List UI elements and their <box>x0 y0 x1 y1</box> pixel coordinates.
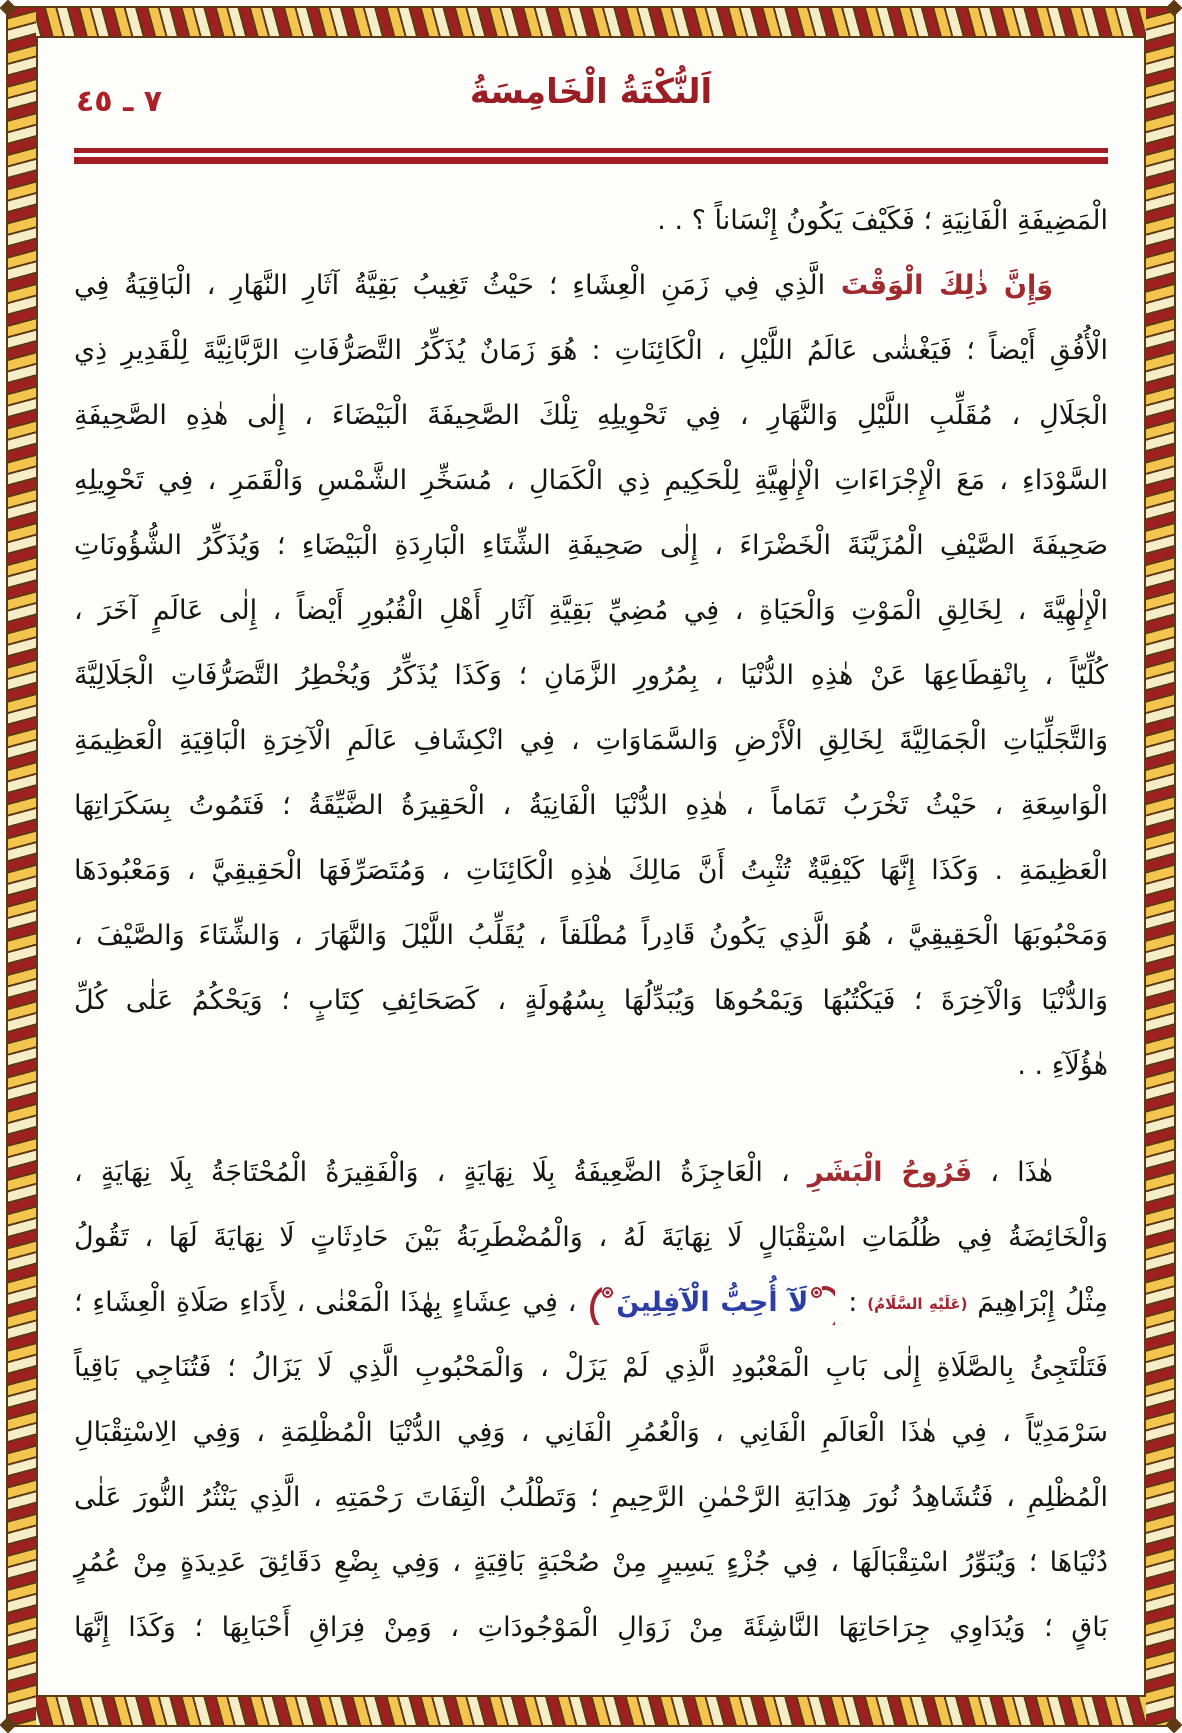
text-line <box>74 1465 1108 1530</box>
corner-finial-icon <box>0 1717 16 1733</box>
paragraph <box>74 253 1108 1098</box>
text-line <box>74 708 1108 773</box>
text-segment: الْجَلَالِ ، مُقَلِّبِ اللَّيْلِ وَالنَّهَارِ ، فِي تَحْوِيلِهِ تِلْكَ الصَّحِيفَةَ الْبَيْضَاءَ ، إِلٰى هٰذِهِ الصَّحِيفَةِ <box>74 400 1108 431</box>
body-text <box>74 188 1108 1660</box>
page-number: ٧ ـ ٤٥ <box>76 84 163 119</box>
text-line <box>74 318 1108 383</box>
text-segment: وَمَحْبُوبَهَا الْحَقِيقِيَّ ، هُوَ الَّذِي يَكُونُ قَادِراً مُطْلَقاً ، يُقَلِّبُ اللَّيْلَ وَالنَّهَارَ ، وَالشِّتَاءَ وَالصَّيْفَ ، <box>74 920 1108 951</box>
text-segment: السَّوْدَاءِ ، مَعَ الْإِجْرَاءَاتِ الْإِلٰهِيَّةِ لِلْحَكِيمِ ذِي الْكَمَالِ ، مُسَخِّرِ الشَّمْسِ وَالْقَمَرِ ، فِي تَحْوِيلِهِ <box>74 465 1108 496</box>
text-line <box>74 903 1108 968</box>
text-segment: دُنْيَاهَا ؛ وَيُنَوِّرُ اسْتِقْبَالَهَا ، فِي جُزْءٍ يَسِيرٍ مِنْ صُحْبَةٍ بَاقِيَةٍ ، وَفِي بِضْعِ دَقَائِقَ عَدِيدَةٍ مِنْ عُمُرٍ <box>74 1547 1108 1578</box>
text-segment: هٰؤُلَآءِ . . <box>1017 1050 1108 1081</box>
text-segment: وَالدُّنْيَا وَالْآخِرَةَ ؛ فَيَكْتُبُهَا وَيَمْحُوهَا وَيُبَدِّلُهَا بِسُهُولَةٍ ، كَصَحَائِفِ كِتَابٍ ؛ وَيَحْكُمُ عَلٰى كُلِّ <box>74 985 1108 1016</box>
text-segment: ، الْعَاجِزَةُ الضَّعِيفَةُ بِلَا نِهَايَةٍ ، وَالْفَقِيرَةُ الْمُحْتَاجَةُ بِلَا نِهَايَةٍ ، <box>74 1157 808 1188</box>
red-lead-phrase: وَإِنَّ ذٰلِكَ الْوَقْتَ <box>825 270 1053 301</box>
text-line <box>74 253 1108 318</box>
text-segment: وَالْخَائِضَةُ فِي ظُلُمَاتِ اسْتِقْبَالٍ لَا نِهَايَةَ لَهُ ، وَالْمُضْطَرِبَةُ بَيْنَ حَادِثَاتٍ لَا نِهَايَةَ لَهَا ، تَقُولُ <box>74 1222 1108 1253</box>
text-line <box>74 448 1108 513</box>
red-lead-phrase: فَرُوحُ الْبَشَرِ <box>807 1157 973 1188</box>
page-title: اَلنُّكْتَةُ الْخَامِسَةُ <box>469 72 713 112</box>
text-line <box>74 1400 1108 1465</box>
text-line <box>74 838 1108 903</box>
text-segment: صَحِيفَةَ الصَّيْفِ الْمُزَيَّنَةَ الْخَضْرَاءَ ، إِلٰى صَحِيفَةِ الشِّتَاءِ الْبَارِدَةِ الْبَيْضَاءِ ؛ وَيُذَكِّرُ الشُّؤُونَاتِ <box>74 530 1108 561</box>
text-segment: الْعَظِيمَةِ . وَكَذَا إِنَّهَا كَيْفِيَّةٌ تُثْبِتُ أَنَّ مَالِكَ هٰذِهِ الْكَائِنَاتِ ، وَمُتَصَرِّفَهَا الْحَقِيقِيَّ ، وَمَعْبُودَهَا <box>74 855 1108 886</box>
paragraph <box>74 188 1108 253</box>
text-line <box>74 383 1108 448</box>
text-segment: مِثْلُ إِبْرَاهِيمَ <box>967 1287 1108 1318</box>
ayah-bracket-icon <box>589 1271 613 1336</box>
text-segment: سَرْمَدِيّاً ، فِي هٰذَا الْعَالَمِ الْفَانِي ، وَالْعُمُرِ الْفَانِي ، وَفِي الدُّنْيَا الْمُظْلِمَةِ ، وَفِي الِاسْتِقْبَالِ <box>74 1417 1108 1448</box>
text-line <box>74 968 1108 1033</box>
text-segment: الْمُظْلِمِ ، فَتُشَاهِدُ نُورَ هِدَايَةِ الرَّحْمٰنِ الرَّحِيمِ ؛ وَتَطْلُبُ الْتِفَاتَ رَحْمَتِهِ ، الَّذِي يَنْثُرُ النُّورَ عَلٰى <box>74 1482 1108 1513</box>
text-line <box>74 1270 1108 1335</box>
text-segment: الْوَاسِعَةِ ، حَيْثُ تَخْرَبُ تَمَاماً ، هٰذِهِ الدُّنْيَا الْفَانِيَةُ ، الْحَقِيرَةُ الضَّيِّقَةُ ؛ فَتَمُوتُ بِسَكَرَاتِهَا <box>74 790 1108 821</box>
text-segment: الَّذِي فِي زَمَنِ الْعِشَاءِ ؛ حَيْثُ تَغِيبُ بَقِيَّةُ آثَارِ النَّهَارِ ، الْبَاقِيَةُ فِي <box>74 270 826 301</box>
text-segment: ، فِي عِشَاءٍ بِهٰذَا الْمَعْنٰى ، لِأَدَاءِ صَلَاةِ الْعِشَاءِ ؛ <box>74 1287 587 1318</box>
text-segment: هٰذَا ، <box>972 1157 1053 1188</box>
salutation: (عَلَيْهِ السَّلَامُ) <box>867 1295 968 1313</box>
ayah-bracket-icon <box>811 1271 835 1336</box>
text-line <box>74 1335 1108 1400</box>
text-line <box>74 1595 1108 1660</box>
text-segment: كُلِّيّاً ، بِانْقِطَاعِهَا عَنْ هٰذِهِ الدُّنْيَا ، بِمُرُورِ الزَّمَانِ ؛ وَكَذَا يُذَكِّرُ وَيُخْطِرُ التَّصَرُّفَاتِ الْجَلَالِيَّةَ <box>74 660 1108 691</box>
text-line <box>74 773 1108 838</box>
text-segment: الْمَضِيفَةِ الْفَانِيَةِ ؛ فَكَيْفَ يَكُونُ إِنْسَاناً ؟ . . <box>657 205 1108 236</box>
corner-finial-icon <box>1166 1717 1182 1733</box>
text-segment: : <box>838 1287 868 1318</box>
border-chain-top <box>8 8 1174 36</box>
paragraph <box>74 1140 1108 1660</box>
corner-finial-icon <box>1166 0 1182 16</box>
text-line <box>74 188 1108 253</box>
text-line <box>74 1205 1108 1270</box>
text-line <box>74 643 1108 708</box>
quran-quote: لَآ أُحِبُّ الْآفِلِينَ <box>616 1287 809 1318</box>
page-content <box>38 38 1144 1695</box>
text-line <box>74 578 1108 643</box>
border-chain-right <box>1146 8 1174 1725</box>
double-rule-divider <box>74 148 1108 164</box>
text-segment: الْأُفُقِ أَيْضاً ؛ فَيَغْشٰى عَالَمُ اللَّيْلِ ، الْكَائِنَاتِ : هُوَ زَمَانٌ يُذَكِّرُ التَّصَرُّفَاتِ الرَّبَّانِيَّةَ لِلْقَدِيرِ ذِي <box>74 335 1108 366</box>
corner-finial-icon <box>0 0 16 16</box>
text-segment: الْإِلٰهِيَّةَ ، لِخَالِقِ الْمَوْتِ وَالْحَيَاةِ ، فِي مُضِيِّ بَقِيَّةِ آثَارِ أَهْلِ الْقُبُورِ أَيْضاً ، إِلٰى عَالَمٍ آخَرَ ، <box>74 595 1108 626</box>
text-segment: فَتَلْتَجِئُ بِالصَّلَاةِ إِلٰى بَابِ الْمَعْبُودِ الَّذِي لَمْ يَزَلْ ، وَالْمَحْبُوبِ الَّذِي لَا يَزَالُ ؛ فَتُنَاجِي بَاقِياً <box>74 1352 1108 1383</box>
border-chain-left <box>8 8 36 1725</box>
page-header <box>74 72 1108 134</box>
border-chain-bottom <box>8 1697 1174 1725</box>
text-line <box>74 513 1108 578</box>
text-segment: وَالتَّجَلِّيَاتِ الْجَمَالِيَّةَ لِخَالِقِ الْأَرْضِ وَالسَّمَاوَاتِ ، فِي انْكِشَافِ عَالَمِ الْآخِرَةِ الْبَاقِيَةِ الْعَظِيمَةِ <box>74 725 1108 756</box>
text-segment: بَاقٍ ؛ وَيُدَاوِي جِرَاحَاتِهَا النَّاشِئَةَ مِنْ زَوَالِ الْمَوْجُودَاتِ ، وَمِنْ فِرَاقِ أَحْبَابِهَا ؛ وَكَذَا إِنَّهَا <box>74 1612 1108 1643</box>
text-line <box>74 1530 1108 1595</box>
text-line <box>74 1140 1108 1205</box>
text-line <box>74 1033 1108 1098</box>
